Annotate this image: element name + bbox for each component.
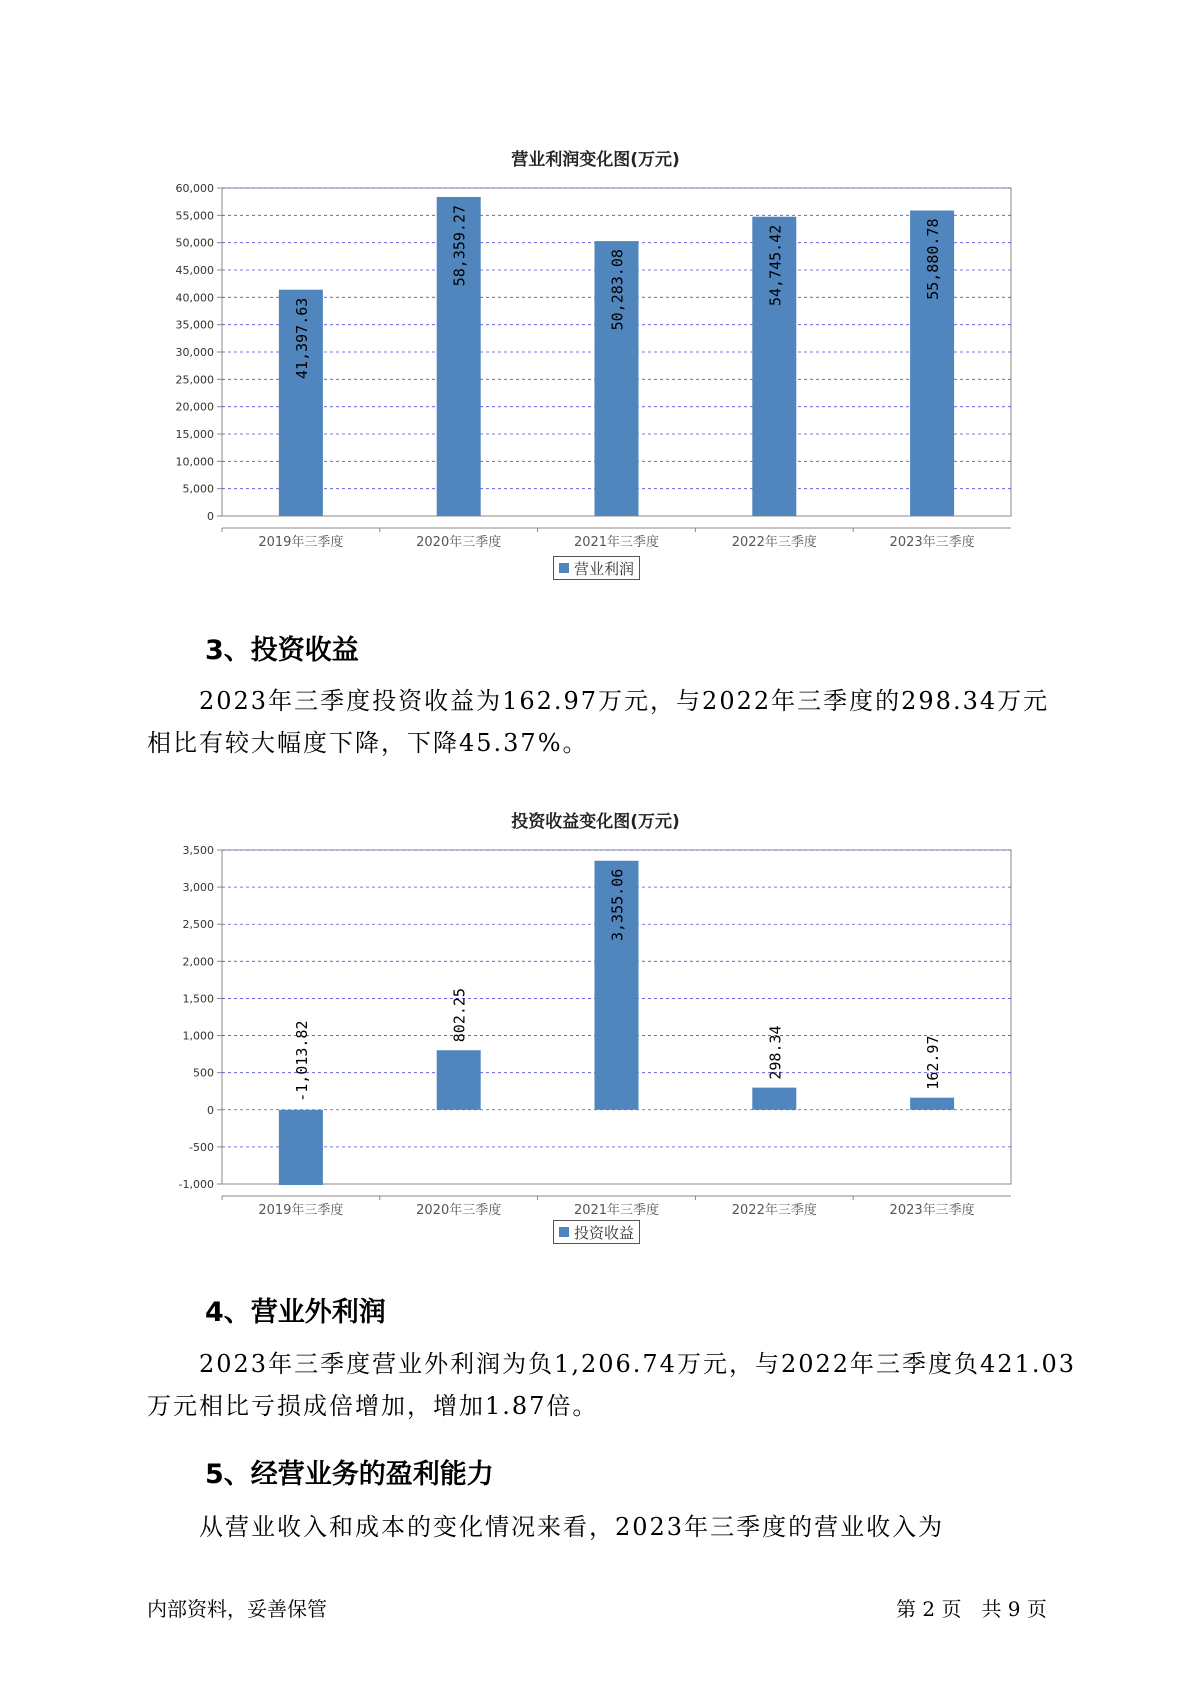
section4-paragraph bbox=[147, 1343, 1092, 1427]
section4-heading: 4、营业外利润 bbox=[205, 1297, 386, 1328]
chart2-y-tick-label: 1,000 bbox=[182, 1029, 214, 1043]
footer-left: 内部资料，妥善保管 bbox=[147, 1597, 327, 1621]
chart1-legend-swatch bbox=[559, 563, 569, 573]
chart2-y-tick-label: 1,500 bbox=[182, 992, 214, 1006]
chart1-data-label: 58,359.27 bbox=[450, 204, 469, 287]
chart1-legend bbox=[553, 556, 640, 580]
chart2-x-tick-label: 2021年三季度 bbox=[573, 1203, 660, 1218]
chart2-x-tick-label: 2019年三季度 bbox=[258, 1203, 344, 1218]
chart1-y-tick-label: 10,000 bbox=[175, 455, 214, 469]
chart2-data-label: 802.25 bbox=[450, 988, 469, 1043]
chart2-data-label: -1,013.82 bbox=[292, 1020, 311, 1102]
chart1-data-label: 55,880.78 bbox=[924, 218, 943, 300]
chart1-y-tick-label: 30,000 bbox=[175, 346, 214, 359]
chart2-y-tick-label: 0 bbox=[207, 1103, 214, 1117]
chart2-investment-income bbox=[0, 832, 1191, 1222]
chart1-y-tick-label: 40,000 bbox=[175, 291, 214, 305]
chart2-y-tick-label: -500 bbox=[189, 1140, 214, 1154]
section3-line-2: 相比有较大幅度下降，下降45.37%。 bbox=[147, 729, 589, 757]
section5-heading: 5、经营业务的盈利能力 bbox=[205, 1459, 494, 1490]
chart2-legend-swatch bbox=[559, 1227, 569, 1237]
section5-line-1: 从营业收入和成本的变化情况来看，2023年三季度的营业收入为 bbox=[199, 1513, 945, 1541]
chart2-y-tick-label: 2,000 bbox=[182, 955, 214, 969]
section3-paragraph bbox=[147, 680, 1092, 764]
chart1-data-label: 41,397.63 bbox=[292, 297, 311, 379]
chart1-data-label: 54,745.42 bbox=[766, 224, 785, 307]
chart1-x-tick-label: 2023年三季度 bbox=[889, 535, 975, 550]
chart1-y-tick-label: 5,000 bbox=[182, 482, 214, 496]
chart2-title: 投资收益变化图(万元) bbox=[511, 812, 680, 832]
chart1-y-tick-label: 20,000 bbox=[175, 400, 214, 414]
chart2-x-tick-label: 2022年三季度 bbox=[731, 1203, 817, 1218]
chart1-y-tick-label: 0 bbox=[207, 510, 214, 523]
chart2-x-tick-label: 2023年三季度 bbox=[889, 1203, 975, 1218]
chart1-title: 营业利润变化图(万元) bbox=[511, 150, 680, 170]
chart1-y-tick-label: 60,000 bbox=[175, 182, 214, 195]
chart1-x-tick-label: 2019年三季度 bbox=[258, 535, 344, 550]
chart2-data-label: 298.34 bbox=[766, 1025, 785, 1080]
chart2-y-tick-label: 3,000 bbox=[182, 881, 214, 895]
chart2-data-label: 3,355.06 bbox=[608, 868, 627, 942]
section4-line-2: 万元相比亏损成倍增加，增加1.87倍。 bbox=[147, 1392, 599, 1420]
chart1-y-tick-label: 55,000 bbox=[175, 209, 214, 223]
chart2-data-label: 162.97 bbox=[924, 1035, 943, 1090]
chart1-x-tick-label: 2020年三季度 bbox=[416, 535, 502, 550]
chart1-operating-profit bbox=[0, 170, 1191, 550]
chart1-data-label: 50,283.08 bbox=[608, 249, 627, 331]
chart2-bar bbox=[910, 1098, 954, 1110]
chart2-legend bbox=[553, 1220, 640, 1244]
section5-paragraph bbox=[147, 1506, 1092, 1548]
chart2-legend-label: 投资收益 bbox=[574, 1223, 635, 1242]
chart1-y-tick-label: 35,000 bbox=[175, 318, 214, 332]
chart1-legend-label: 营业利润 bbox=[574, 559, 635, 578]
chart2-bar bbox=[279, 1110, 323, 1185]
footer-page-number: 第 2 页 共 9 页 bbox=[896, 1597, 1047, 1621]
chart1-y-tick-label: 45,000 bbox=[175, 264, 214, 277]
chart2-y-tick-label: 3,500 bbox=[182, 844, 214, 857]
chart1-y-tick-label: 25,000 bbox=[175, 373, 214, 387]
chart1-y-tick-label: 15,000 bbox=[175, 428, 214, 441]
section3-heading: 3、投资收益 bbox=[205, 635, 359, 666]
chart1-x-tick-label: 2021年三季度 bbox=[573, 535, 660, 550]
section4-line-1: 2023年三季度营业外利润为负1,206.74万元，与2022年三季度负421.03 bbox=[199, 1350, 1077, 1378]
chart2-y-tick-label: -1,000 bbox=[178, 1178, 214, 1191]
chart2-x-tick-label: 2020年三季度 bbox=[416, 1203, 502, 1218]
chart2-bar bbox=[437, 1050, 481, 1110]
chart1-x-tick-label: 2022年三季度 bbox=[731, 535, 817, 550]
chart2-y-tick-label: 500 bbox=[193, 1066, 214, 1080]
section3-line-1: 2023年三季度投资收益为162.97万元，与2022年三季度的298.34万元 bbox=[199, 687, 1050, 715]
chart1-y-tick-label: 50,000 bbox=[175, 236, 214, 250]
chart2-y-tick-label: 2,500 bbox=[182, 918, 214, 932]
chart2-bar bbox=[752, 1088, 796, 1110]
